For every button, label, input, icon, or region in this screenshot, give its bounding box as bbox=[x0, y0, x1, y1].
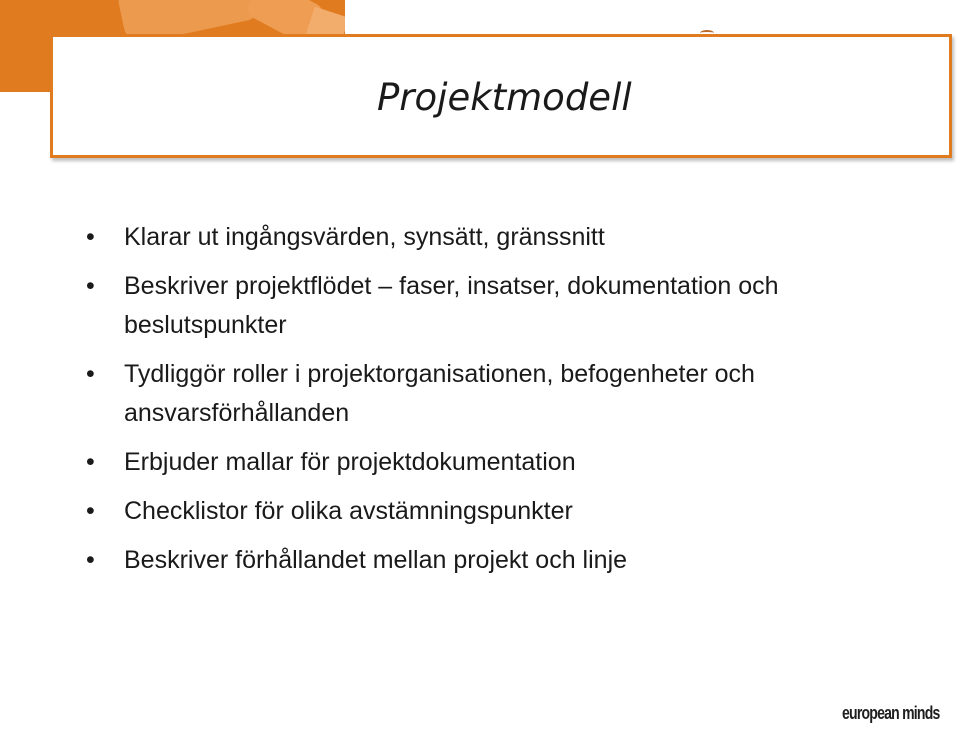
bullet-item: • Checklistor för olika avstämningspunkter bbox=[86, 492, 936, 531]
bullet-item: • Klarar ut ingångsvärden, synsätt, gränssnitt bbox=[86, 218, 936, 257]
european-minds-logo: european minds bbox=[842, 703, 940, 723]
bullet-item: • Beskriver projektflödet – faser, insatser, dokumentation och beslutspunkter bbox=[86, 267, 936, 345]
bullet-item: • Beskriver förhållandet mellan projekt och linje bbox=[86, 541, 936, 580]
bullet-item: • Tydliggör roller i projektorganisationen, befogenheter och ansvarsförhållanden bbox=[86, 355, 936, 433]
bullet-list bbox=[86, 218, 936, 590]
bullet-item: • Erbjuder mallar för projektdokumentation bbox=[86, 443, 936, 482]
slide-title: Projektmodell bbox=[377, 76, 632, 119]
